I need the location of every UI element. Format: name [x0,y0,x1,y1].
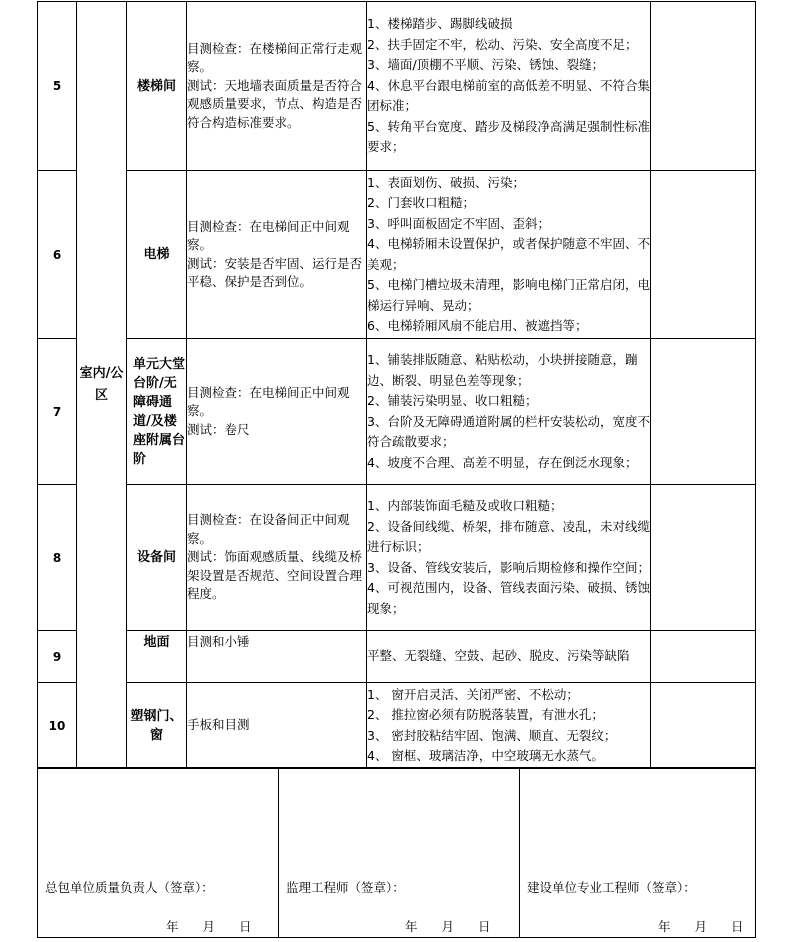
result-cell[interactable] [651,2,756,171]
requirements [367,2,651,171]
month-label: 月 [441,919,455,934]
requirements [367,631,651,683]
requirements [367,485,651,631]
day-label: 日 [239,919,252,934]
table-row [38,631,756,683]
signature-date [405,917,491,935]
table-row [38,339,756,485]
requirement-line: 2、设备间线缆、桥架，排布随意、凌乱，未对线缆进行标识； [367,518,650,554]
requirement-line: 1、 窗开启灵活、关闭严密、不松动； [367,686,579,702]
inspection-method [187,171,367,339]
requirement-line: 6、电梯轿厢风扇不能启用、被遮挡等； [367,318,588,333]
month-label: 月 [694,919,708,934]
method-line: 测试：饰面观感质量、线缆及桥架设置是否规范、空间设置合理程度。 [187,549,363,602]
row-number: 10 [38,683,77,769]
row-number: 8 [38,485,77,631]
result-cell[interactable] [651,339,756,485]
method-line: 测试：卷尺 [187,421,250,437]
requirement-line: 3、台阶及无障碍通道附属的栏杆安装松动，宽度不符合疏散要求； [367,413,650,449]
year-label: 年 [658,919,671,934]
requirement-line: 平整、无裂缝、空鼓、起砂、脱皮、污染等缺陷 [367,648,630,664]
inspection-table [37,1,756,769]
signature-label: 建设单位专业工程师（签章）： [527,880,696,895]
signature-cell-contractor[interactable] [38,768,279,938]
signature-cell-supervisor[interactable] [279,768,520,938]
requirement-line: 3、设备、管线安装后，影响后期检修和操作空间； [367,559,650,575]
result-cell[interactable] [651,631,756,683]
day-label: 日 [731,919,744,934]
row-number: 9 [38,631,77,683]
requirement-line: 3、 密封胶粘结牢固、饱满、顺直、无裂纹； [367,727,617,743]
item-name: 单元大堂台阶/无障碍通道/及楼座附属台阶 [127,339,187,485]
requirement-line: 4、 窗框、玻璃洁净，中空玻璃无水蒸气。 [367,748,604,763]
year-label: 年 [166,919,179,934]
signature-date [658,917,744,935]
requirement-line: 2、 推拉窗必须有防脱落装置，有泄水孔； [367,707,604,722]
requirement-line: 4、休息平台跟电梯前室的高低差不明显、不符合集团标准； [367,77,650,114]
item-name: 电梯 [127,171,187,339]
method-line: 测试：天地墙表面质量是否符合观感质量要求，节点、构造是否符合构造标准要求。 [187,77,363,130]
item-name: 设备间 [127,485,187,631]
requirement-line: 1、表面划伤、破损、污染； [367,174,525,190]
item-name: 地面 [127,631,187,683]
table-row [38,171,756,339]
method-line: 手板和目测 [187,717,250,733]
area-label [77,2,127,769]
requirements [367,171,651,339]
requirements [367,683,651,769]
signature-table [37,767,756,938]
inspection-method [187,485,367,631]
method-line: 目测检查：在电梯间正中间观察。 [187,384,350,419]
table-row [38,683,756,769]
area-label-text: 室内/公区 [79,366,124,403]
requirement-line: 3、呼叫面板固定不牢固、歪斜； [367,215,550,231]
requirement-line: 1、内部装饰面毛糙及或收口粗糙； [367,498,563,513]
table-row [38,2,756,171]
result-cell[interactable] [651,485,756,631]
requirement-line: 4、坡度不合理、高差不明显，存在倒泛水现象； [367,454,638,470]
requirements [367,339,651,485]
year-label: 年 [405,919,418,934]
requirement-line: 4、电梯轿厢未设置保护，或者保护随意不牢固、不美观； [367,236,650,272]
requirement-line: 2、铺装污染明显、收口粗糙； [367,393,538,408]
requirement-line: 3、墙面/顶棚不平顺、污染、锈蚀、裂缝； [367,57,605,73]
row-number: 5 [38,2,77,171]
requirement-line: 4、可视范围内，设备、管线表面污染、破损、锈蚀现象； [367,580,650,616]
table-row [38,485,756,631]
day-label: 日 [478,919,491,934]
requirement-line: 2、门套收口粗糙； [367,195,475,210]
item-name: 楼梯间 [127,2,187,171]
row-number: 7 [38,339,77,485]
signature-label: 监理工程师（签章）： [286,880,405,895]
method-line: 目测检查：在设备间正中间观察。 [187,512,350,546]
signature-date [166,917,252,935]
inspection-method [187,2,367,171]
requirement-line: 1、铺装排版随意、粘贴松动，小块拼接随意，蹦边、断裂、明显色差等现象； [367,352,638,388]
inspection-method [187,683,367,769]
requirement-line: 1、楼梯踏步、踢脚线破损 [367,16,513,32]
result-cell[interactable] [651,171,756,339]
inspection-grid [37,1,756,769]
inspection-method [187,339,367,485]
signature-label: 总包单位质量负责人（签章）： [45,880,214,895]
requirement-line: 5、电梯门槽垃圾未清理，影响电梯门正常启闭，电梯运行异响、晃动； [367,277,650,313]
month-label: 月 [202,919,216,934]
method-line: 目测和小锤 [187,634,250,649]
signature-cell-owner[interactable] [520,768,756,938]
row-number: 6 [38,171,77,339]
inspection-method [187,631,367,683]
requirement-line: 2、扶手固定不牢，松动、污染、安全高度不足； [367,36,638,52]
signature-row [38,768,756,938]
item-name: 塑钢门、窗 [127,683,187,769]
result-cell[interactable] [651,683,756,769]
requirement-line: 5、转角平台宽度、踏步及梯段净高满足强制性标准要求； [367,118,650,155]
method-line: 测试：安装是否牢固、运行是否平稳、保护是否到位。 [187,255,363,289]
method-line: 目测检查：在楼梯间正常行走观察。 [187,40,363,75]
method-line: 目测检查：在电梯间正中间观察。 [187,218,350,252]
